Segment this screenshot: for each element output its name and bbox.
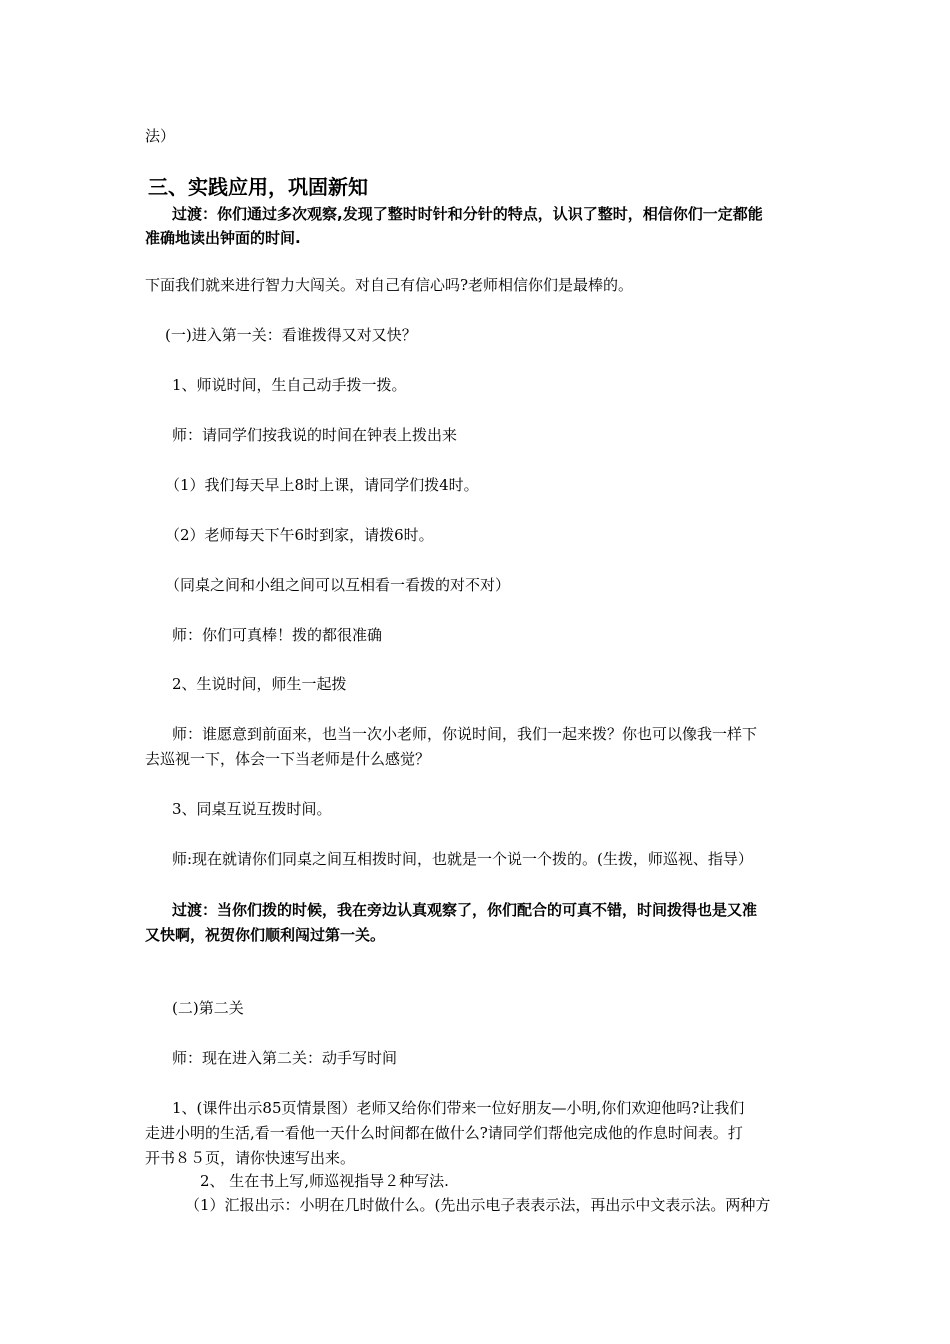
- text-line: 下面我们就来进行智力大闯关。对自己有信心吗?老师相信你们是最棒的。: [145, 276, 634, 294]
- text-line: 走进小明的生活,看一看他一天什么时间都在做什么?请同学们帮他完成他的作息时间表。打: [145, 1124, 743, 1142]
- transition-line: 又快啊，祝贺你们顺利闯过第一关。: [145, 926, 386, 944]
- text-line: 师：现在进入第二关：动手写时间: [172, 1049, 398, 1067]
- text-line: 师：谁愿意到前面来，也当一次小老师，你说时间，我们一起来拨？你也可以像我一样下: [172, 725, 758, 743]
- text-line: 1、(课件出示85页情景图）老师又给你们带来一位好朋友—小明,你们欢迎他吗?让我们: [172, 1099, 745, 1117]
- transition-line: 准确地读出钟面的时间.: [145, 229, 301, 247]
- subsection-line: (二)第二关: [172, 999, 244, 1017]
- text-line: 2、生说时间，师生一起拨: [172, 675, 347, 693]
- text-line: 师:现在就请你们同桌之间互相拨时间，也就是一个说一个拨的。(生拨，师巡视、指导）: [172, 850, 753, 868]
- text-line: 2、 生在书上写,师巡视指导２种写法.: [200, 1172, 449, 1190]
- text-line: 3、同桌互说互拨时间。: [172, 800, 332, 818]
- text-line: 师：请同学们按我说的时间在钟表上拨出来: [172, 426, 458, 444]
- text-line: 去巡视一下，体会一下当老师是什么感觉？: [145, 750, 431, 768]
- text-line: （1）我们每天早上8时上课，请同学们拨4时。: [165, 476, 479, 494]
- subsection-line: (一)进入第一关：看谁拨得又对又快？: [165, 326, 417, 344]
- text-line: （同桌之间和小组之间可以互相看一看拨的对不对）: [165, 576, 511, 594]
- section-heading: 三、实践应用，巩固新知: [148, 175, 368, 199]
- transition-line: 过渡：你们通过多次观察,发现了整时时针和分针的特点，认识了整时，相信你们一定都能: [172, 205, 763, 223]
- text-line: 开书８５页，请你快速写出来。: [145, 1149, 356, 1167]
- text-line: 师：你们可真棒！拨的都很准确: [172, 626, 383, 644]
- text-line: 法）: [145, 127, 176, 145]
- text-line: （2）老师每天下午6时到家，请拨6时。: [165, 526, 434, 544]
- text-line: （1）汇报出示：小明在几时做什么。(先出示电子表表示法，再出示中文表示法。两种方: [185, 1196, 771, 1214]
- transition-line: 过渡：当你们拨的时候，我在旁边认真观察了，你们配合的可真不错，时间拨得也是又准: [172, 901, 758, 919]
- text-line: 1、师说时间，生自己动手拨一拨。: [172, 376, 407, 394]
